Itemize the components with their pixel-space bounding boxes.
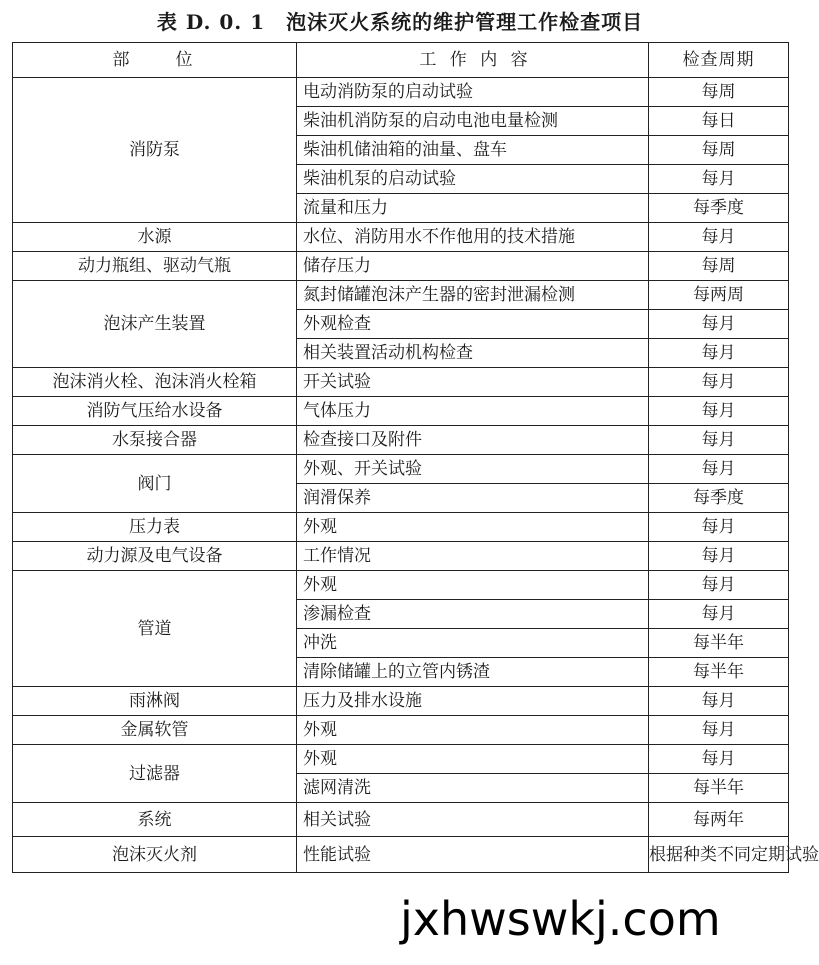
cycle-cell: 每两年 (649, 803, 789, 837)
cycle-cell: 每两周 (649, 281, 789, 310)
task-cell: 润滑保养 (297, 484, 649, 513)
part-cell: 泡沫灭火剂 (13, 837, 297, 873)
cycle-cell: 每半年 (649, 774, 789, 803)
cycle-cell: 每月 (649, 368, 789, 397)
task-cell: 开关试验 (297, 368, 649, 397)
task-cell: 外观、开关试验 (297, 455, 649, 484)
cycle-cell: 每周 (649, 136, 789, 165)
table-row (13, 368, 789, 397)
cycle-cell: 每月 (649, 223, 789, 252)
header-row (13, 43, 789, 78)
task-cell: 外观 (297, 571, 649, 600)
part-cell: 消防气压给水设备 (13, 397, 297, 426)
task-cell: 柴油机消防泵的启动电池电量检测 (297, 107, 649, 136)
part-cell: 雨淋阀 (13, 687, 297, 716)
cycle-cell: 每月 (649, 716, 789, 745)
table-row (13, 223, 789, 252)
cycle-cell: 每月 (649, 687, 789, 716)
table-row (13, 252, 789, 281)
cycle-cell: 每月 (649, 310, 789, 339)
table-row (13, 716, 789, 745)
table-row (13, 687, 789, 716)
part-cell: 消防泵 (13, 78, 297, 223)
task-cell: 氮封储罐泡沫产生器的密封泄漏检测 (297, 281, 649, 310)
task-cell: 工作情况 (297, 542, 649, 571)
cycle-cell: 每月 (649, 600, 789, 629)
task-cell: 外观 (297, 745, 649, 774)
maintenance-table (12, 42, 819, 873)
cycle-cell: 每半年 (649, 658, 789, 687)
table-row (13, 745, 789, 774)
table-row (13, 397, 789, 426)
table-title: 表 D. 0. 1 泡沫灭火系统的维护管理工作检查项目 (156, 10, 644, 34)
cycle-cell: 每月 (649, 745, 789, 774)
task-cell: 储存压力 (297, 252, 649, 281)
cycle-cell: 每季度 (649, 484, 789, 513)
task-cell: 相关试验 (297, 803, 649, 837)
task-cell: 气体压力 (297, 397, 649, 426)
watermark: jxhwswkj.com (400, 892, 721, 946)
cycle-cell: 每日 (649, 107, 789, 136)
cycle-cell: 每周 (649, 252, 789, 281)
task-cell: 外观 (297, 716, 649, 745)
part-cell: 过滤器 (13, 745, 297, 803)
cycle-cell: 每月 (649, 397, 789, 426)
table-row (13, 803, 789, 837)
cycle-cell: 根据种类不同定期试验 (649, 837, 789, 873)
task-cell: 压力及排水设施 (297, 687, 649, 716)
task-cell: 外观 (297, 513, 649, 542)
task-cell: 电动消防泵的启动试验 (297, 78, 649, 107)
part-cell: 阀门 (13, 455, 297, 513)
table-row (13, 78, 789, 107)
cycle-cell: 每半年 (649, 629, 789, 658)
task-cell: 渗漏检查 (297, 600, 649, 629)
part-cell: 水泵接合器 (13, 426, 297, 455)
task-cell: 柴油机泵的启动试验 (297, 165, 649, 194)
cycle-cell: 每月 (649, 339, 789, 368)
task-cell: 水位、消防用水不作他用的技术措施 (297, 223, 649, 252)
table-body (13, 78, 819, 873)
part-cell: 压力表 (13, 513, 297, 542)
header-part: 部 位 (13, 43, 297, 78)
part-cell: 系统 (13, 803, 297, 837)
cycle-cell: 每月 (649, 542, 789, 571)
task-cell: 外观检查 (297, 310, 649, 339)
table-row (13, 513, 789, 542)
cycle-cell: 每月 (649, 426, 789, 455)
part-cell: 水源 (13, 223, 297, 252)
cycle-cell: 每月 (649, 455, 789, 484)
task-cell: 相关装置活动机构检查 (297, 339, 649, 368)
task-cell: 流量和压力 (297, 194, 649, 223)
task-cell: 检查接口及附件 (297, 426, 649, 455)
cycle-cell: 每季度 (649, 194, 789, 223)
task-cell: 性能试验 (297, 837, 649, 873)
cycle-cell: 每月 (649, 513, 789, 542)
cycle-cell: 每月 (649, 571, 789, 600)
task-cell: 清除储罐上的立管内锈渣 (297, 658, 649, 687)
cycle-cell: 每月 (649, 165, 789, 194)
task-cell: 柴油机储油箱的油量、盘车 (297, 136, 649, 165)
part-cell: 泡沫产生装置 (13, 281, 297, 368)
part-cell: 金属软管 (13, 716, 297, 745)
table-row (13, 281, 789, 310)
task-cell: 冲洗 (297, 629, 649, 658)
table-row (13, 426, 789, 455)
part-cell: 泡沫消火栓、泡沫消火栓箱 (13, 368, 297, 397)
header-task: 工 作 内 容 (297, 43, 649, 78)
part-cell: 动力瓶组、驱动气瓶 (13, 252, 297, 281)
header-cycle: 检查周期 (649, 43, 789, 78)
table-row (13, 837, 789, 873)
part-cell: 管道 (13, 571, 297, 687)
task-cell: 滤网清洗 (297, 774, 649, 803)
cycle-cell: 每周 (649, 78, 789, 107)
table-row (13, 571, 789, 600)
part-cell: 动力源及电气设备 (13, 542, 297, 571)
table-row (13, 542, 789, 571)
table-row (13, 455, 789, 484)
